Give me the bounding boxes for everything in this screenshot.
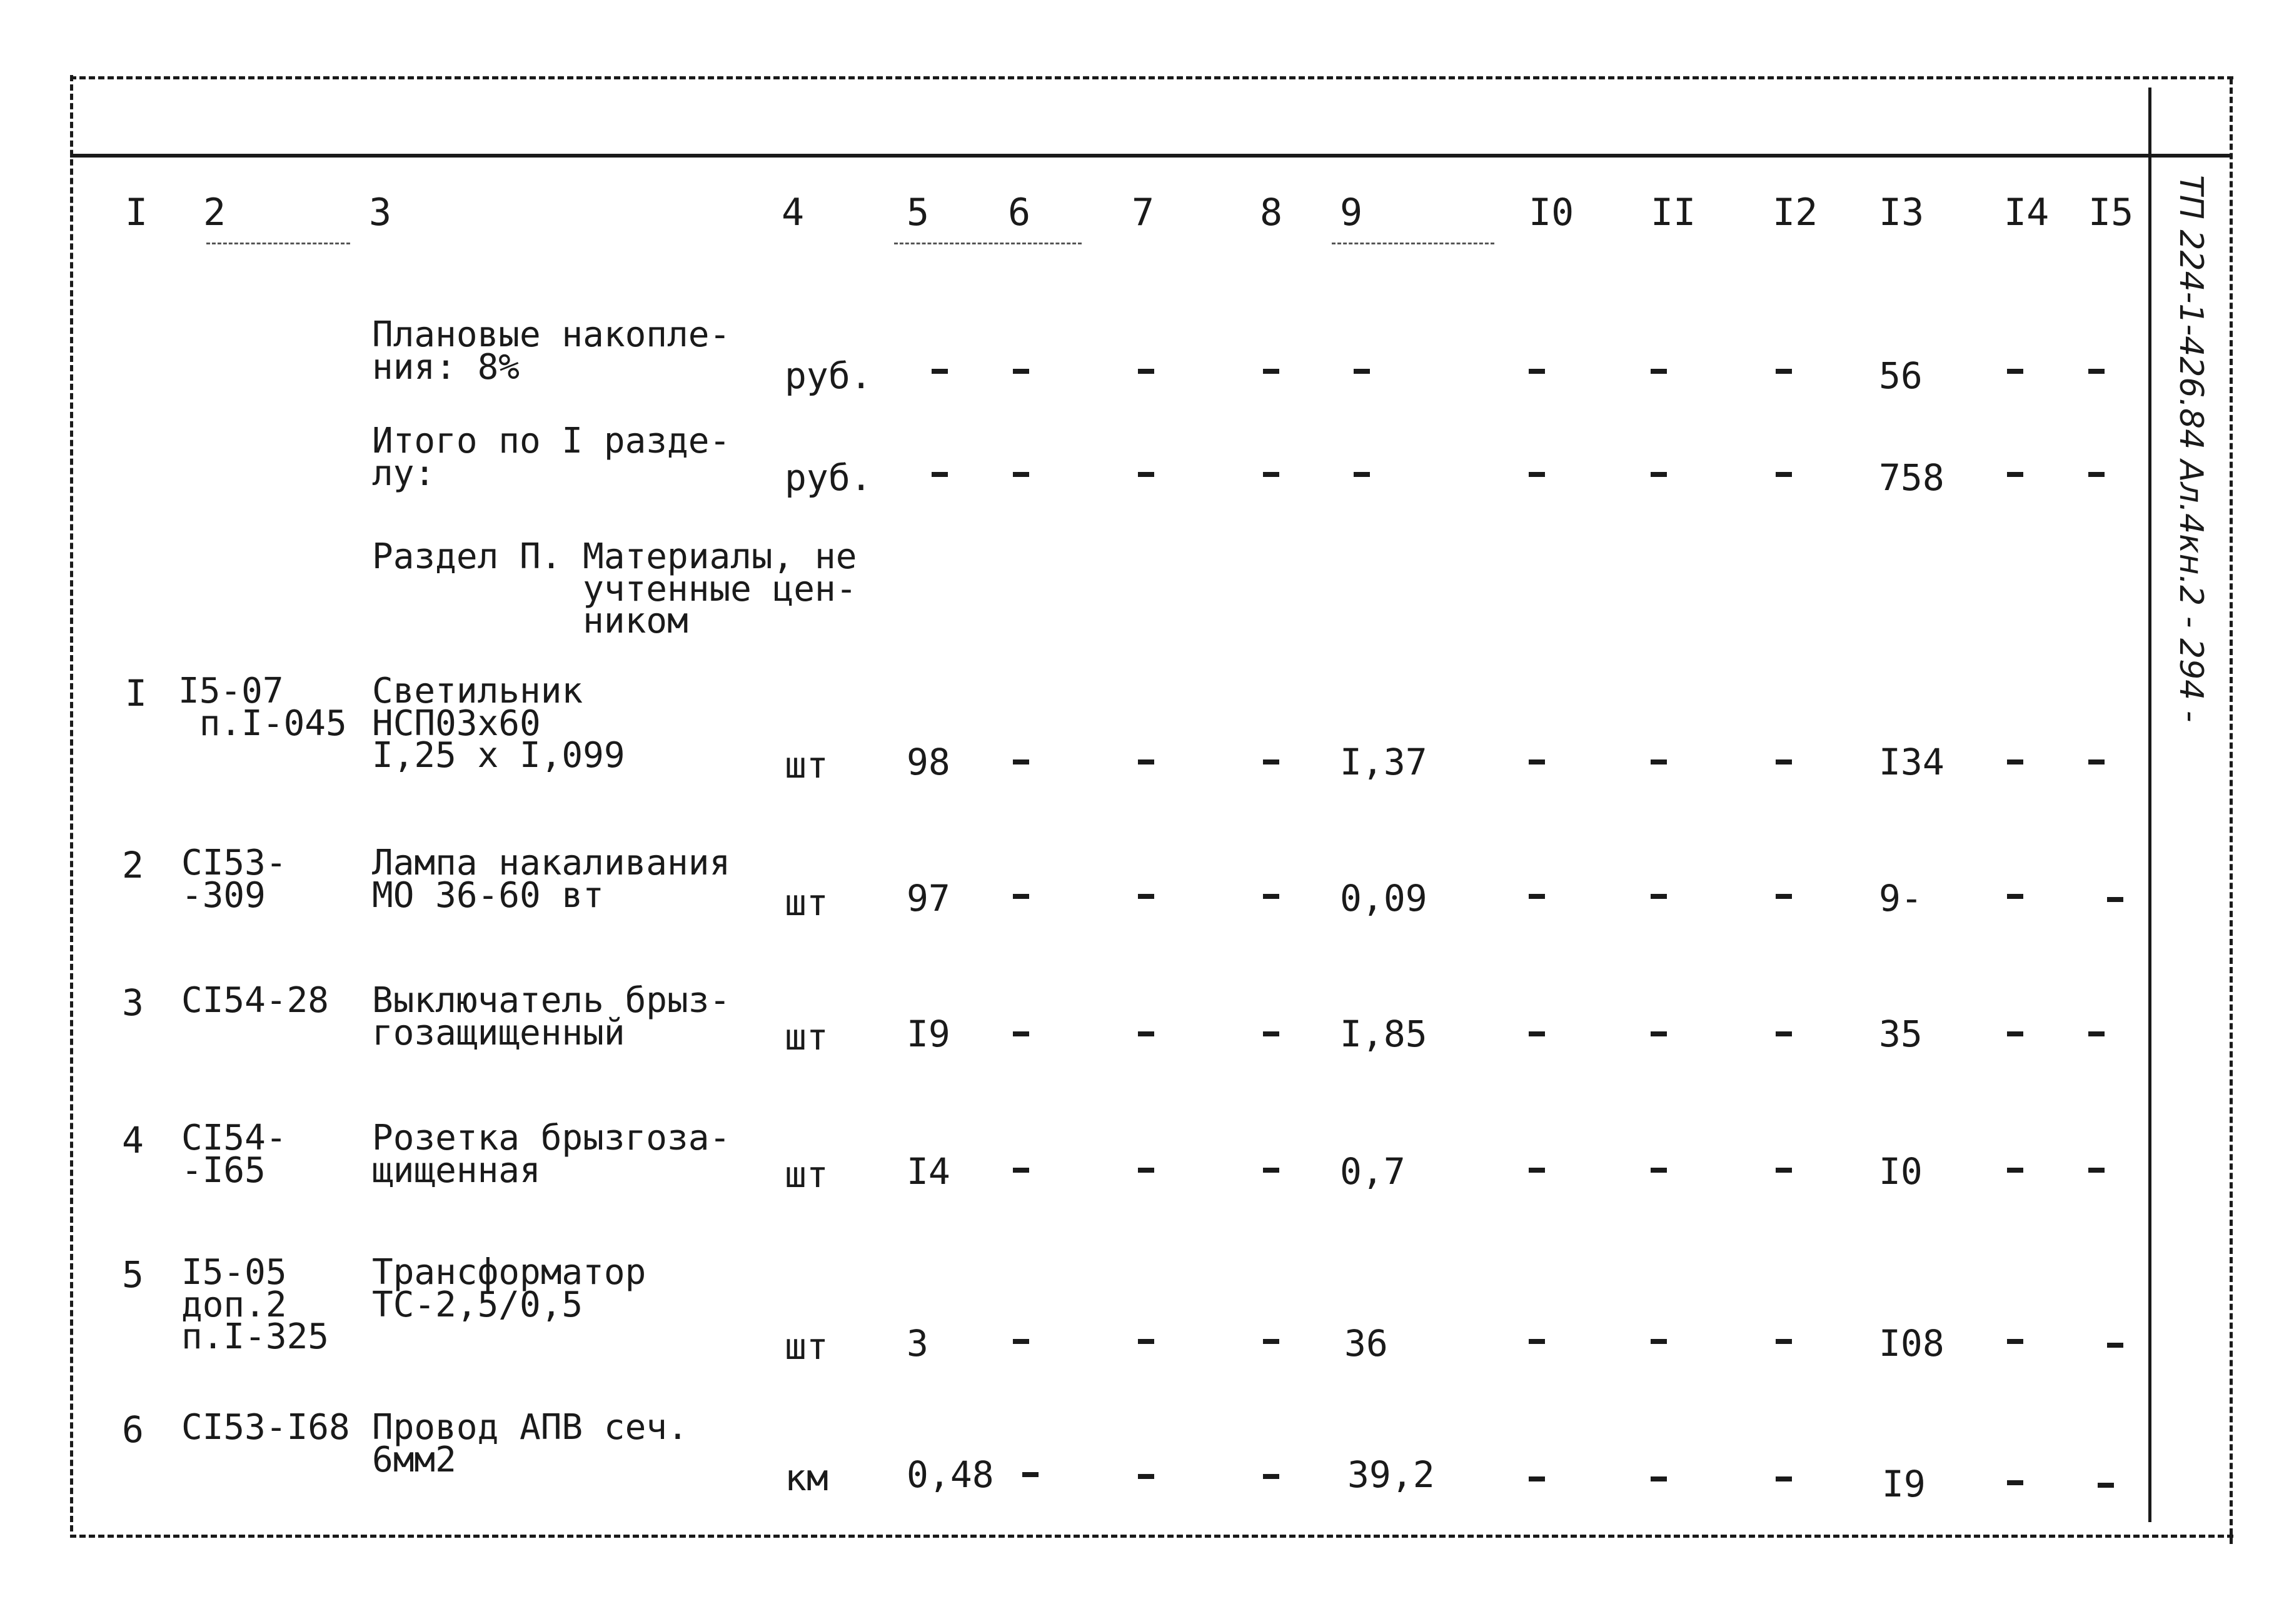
row-code: I5-07 п.I-045 bbox=[178, 671, 347, 744]
empty-dash bbox=[1013, 1168, 1029, 1173]
row-quantity: I9 bbox=[907, 1013, 950, 1055]
empty-dash bbox=[1651, 1339, 1667, 1344]
row-unit-price: 0,09 bbox=[1340, 877, 1427, 920]
empty-dash bbox=[1263, 1339, 1279, 1344]
empty-dash bbox=[1013, 1339, 1029, 1344]
row-total: I9 bbox=[1882, 1463, 1926, 1505]
empty-dash bbox=[2007, 894, 2023, 899]
empty-dash bbox=[1263, 1031, 1279, 1036]
row-unit: шт bbox=[785, 744, 828, 786]
empty-dash bbox=[1138, 369, 1154, 374]
empty-dash bbox=[1138, 1339, 1154, 1344]
row-quantity: I4 bbox=[907, 1150, 950, 1193]
empty-dash bbox=[1529, 369, 1545, 374]
row-number: 5 bbox=[122, 1253, 144, 1296]
empty-dash bbox=[1776, 1168, 1792, 1173]
row-unit-price: 36 bbox=[1344, 1322, 1388, 1365]
row-number: 4 bbox=[122, 1119, 144, 1161]
empty-dash bbox=[1013, 472, 1029, 477]
empty-dash bbox=[1529, 759, 1545, 764]
empty-dash bbox=[1651, 894, 1667, 899]
empty-dash bbox=[1776, 472, 1792, 477]
empty-dash bbox=[1138, 759, 1154, 764]
col-header-6: 6 bbox=[1008, 191, 1031, 234]
row-number: 6 bbox=[122, 1408, 144, 1451]
frame-left-border bbox=[70, 75, 73, 1531]
row-description: Трансформатор ТС-2,5/0,5 bbox=[372, 1252, 646, 1325]
col-header-5: 5 bbox=[907, 191, 930, 234]
empty-dash bbox=[2007, 472, 2023, 477]
empty-dash bbox=[1776, 1476, 1792, 1481]
col-header-7: 7 bbox=[1132, 191, 1155, 234]
col-header-14: I4 bbox=[2004, 191, 2050, 234]
col-header-3: 3 bbox=[369, 191, 392, 234]
row-quantity: 97 bbox=[907, 877, 950, 920]
empty-dash bbox=[2088, 1031, 2105, 1036]
row-code: I5-05 доп.2 п.I-325 bbox=[181, 1252, 330, 1358]
row-description: Итого по I разде- лу: bbox=[372, 421, 731, 494]
empty-dash bbox=[2007, 1168, 2023, 1173]
col-header-2: 2 bbox=[203, 191, 226, 234]
header-underline bbox=[206, 243, 350, 244]
empty-dash bbox=[2007, 1031, 2023, 1036]
empty-dash bbox=[1138, 1474, 1154, 1479]
empty-dash bbox=[1263, 1168, 1279, 1173]
row-total: I08 bbox=[1879, 1322, 1944, 1365]
row-code: CI54-28 bbox=[181, 980, 330, 1021]
row-description: Розетка брызгоза- щищенная bbox=[372, 1118, 731, 1191]
row-total: 35 bbox=[1879, 1013, 1923, 1055]
empty-dash bbox=[1022, 1472, 1039, 1477]
header-underline bbox=[1332, 243, 1494, 244]
frame-bottom-border bbox=[70, 1535, 2233, 1538]
empty-dash bbox=[1529, 894, 1545, 899]
row-unit-price: 0,7 bbox=[1340, 1150, 1406, 1193]
empty-dash bbox=[2088, 1168, 2105, 1173]
empty-dash bbox=[1013, 1031, 1029, 1036]
empty-dash bbox=[1529, 1168, 1545, 1173]
row-unit-price: I,85 bbox=[1340, 1013, 1427, 1055]
row-total: I34 bbox=[1879, 741, 1944, 783]
empty-dash bbox=[1138, 1168, 1154, 1173]
row-unit: руб. bbox=[785, 456, 872, 499]
row-number: I bbox=[125, 672, 147, 714]
empty-dash bbox=[2007, 369, 2023, 374]
empty-dash bbox=[1529, 1031, 1545, 1036]
row-total: I0 bbox=[1879, 1150, 1923, 1193]
empty-dash bbox=[1529, 1476, 1545, 1481]
col-header-12: I2 bbox=[1773, 191, 1818, 234]
empty-dash bbox=[1013, 369, 1029, 374]
row-unit-price: 39,2 bbox=[1347, 1453, 1435, 1496]
empty-dash bbox=[1263, 759, 1279, 764]
row-unit: шт bbox=[785, 1016, 828, 1058]
row-number: 2 bbox=[122, 844, 144, 886]
empty-dash bbox=[932, 369, 948, 374]
row-quantity: 0,48 bbox=[907, 1453, 994, 1496]
empty-dash bbox=[2007, 1480, 2023, 1485]
row-unit: руб. bbox=[785, 354, 872, 397]
empty-dash bbox=[2088, 472, 2105, 477]
row-total: 758 bbox=[1879, 456, 1944, 499]
col-header-9: 9 bbox=[1340, 191, 1363, 234]
empty-dash bbox=[2107, 897, 2123, 902]
empty-dash bbox=[1263, 472, 1279, 477]
row-unit: шт bbox=[785, 881, 828, 924]
empty-dash bbox=[1651, 369, 1667, 374]
empty-dash bbox=[2098, 1483, 2114, 1488]
row-code: CI53- -309 bbox=[181, 843, 287, 916]
empty-dash bbox=[1138, 472, 1154, 477]
row-description: Светильник НСП03х60 I,25 х I,099 bbox=[372, 671, 625, 776]
empty-dash bbox=[1529, 472, 1545, 477]
row-unit: шт bbox=[785, 1325, 828, 1368]
col-header-1: I bbox=[125, 191, 148, 234]
col-header-13: I3 bbox=[1879, 191, 1924, 234]
row-total: 56 bbox=[1879, 354, 1923, 397]
empty-dash bbox=[1776, 1339, 1792, 1344]
empty-dash bbox=[1263, 369, 1279, 374]
col-header-4: 4 bbox=[782, 191, 805, 234]
document-stamp bbox=[2157, 175, 2220, 925]
empty-dash bbox=[1354, 369, 1370, 374]
empty-dash bbox=[2107, 1343, 2123, 1348]
empty-dash bbox=[1651, 1031, 1667, 1036]
col-header-8: 8 bbox=[1260, 191, 1283, 234]
row-unit: км bbox=[785, 1456, 828, 1499]
stamp-divider bbox=[2148, 88, 2151, 1522]
empty-dash bbox=[1776, 1031, 1792, 1036]
empty-dash bbox=[1138, 894, 1154, 899]
empty-dash bbox=[1776, 759, 1792, 764]
col-header-10: I0 bbox=[1529, 191, 1574, 234]
row-quantity: 3 bbox=[907, 1322, 928, 1365]
col-header-11: II bbox=[1651, 191, 1696, 234]
row-description: Выключатель брыз- гозащищенный bbox=[372, 980, 731, 1053]
row-unit-price: I,37 bbox=[1340, 741, 1427, 783]
empty-dash bbox=[1776, 894, 1792, 899]
row-code: CI54- -I65 bbox=[181, 1118, 287, 1191]
empty-dash bbox=[1776, 369, 1792, 374]
frame-right-border bbox=[2230, 78, 2233, 1544]
header-rule bbox=[70, 154, 2230, 158]
section-heading: Раздел П. Материалы, не учтенные цен- ником bbox=[372, 536, 857, 642]
empty-dash bbox=[1263, 894, 1279, 899]
empty-dash bbox=[2007, 1339, 2023, 1344]
empty-dash bbox=[1138, 1031, 1154, 1036]
row-number: 3 bbox=[122, 981, 144, 1024]
empty-dash bbox=[1013, 894, 1029, 899]
stamp-text: ТП 224-1-426.84 Ал.4кн.2 - 294 - bbox=[2172, 175, 2210, 723]
frame-top-border bbox=[70, 76, 2233, 79]
empty-dash bbox=[1354, 472, 1370, 477]
row-description: Плановые накопле- ния: 8% bbox=[372, 314, 731, 388]
row-total: 9- bbox=[1879, 877, 1923, 920]
empty-dash bbox=[2088, 759, 2105, 764]
row-description: Лампа накаливания МО 36-60 вт bbox=[372, 843, 731, 916]
header-underline bbox=[894, 243, 1082, 244]
empty-dash bbox=[1651, 759, 1667, 764]
empty-dash bbox=[2007, 759, 2023, 764]
empty-dash bbox=[1651, 1476, 1667, 1481]
empty-dash bbox=[1263, 1474, 1279, 1479]
empty-dash bbox=[2088, 369, 2105, 374]
row-quantity: 98 bbox=[907, 741, 950, 783]
row-unit: шт bbox=[785, 1153, 828, 1196]
col-header-15: I5 bbox=[2088, 191, 2134, 234]
empty-dash bbox=[932, 472, 948, 477]
empty-dash bbox=[1013, 759, 1029, 764]
empty-dash bbox=[1529, 1339, 1545, 1344]
empty-dash bbox=[1651, 1168, 1667, 1173]
empty-dash bbox=[1651, 472, 1667, 477]
row-code: CI53-I68 bbox=[181, 1407, 350, 1448]
row-description: Провод АПВ сеч. 6мм2 bbox=[372, 1407, 688, 1480]
